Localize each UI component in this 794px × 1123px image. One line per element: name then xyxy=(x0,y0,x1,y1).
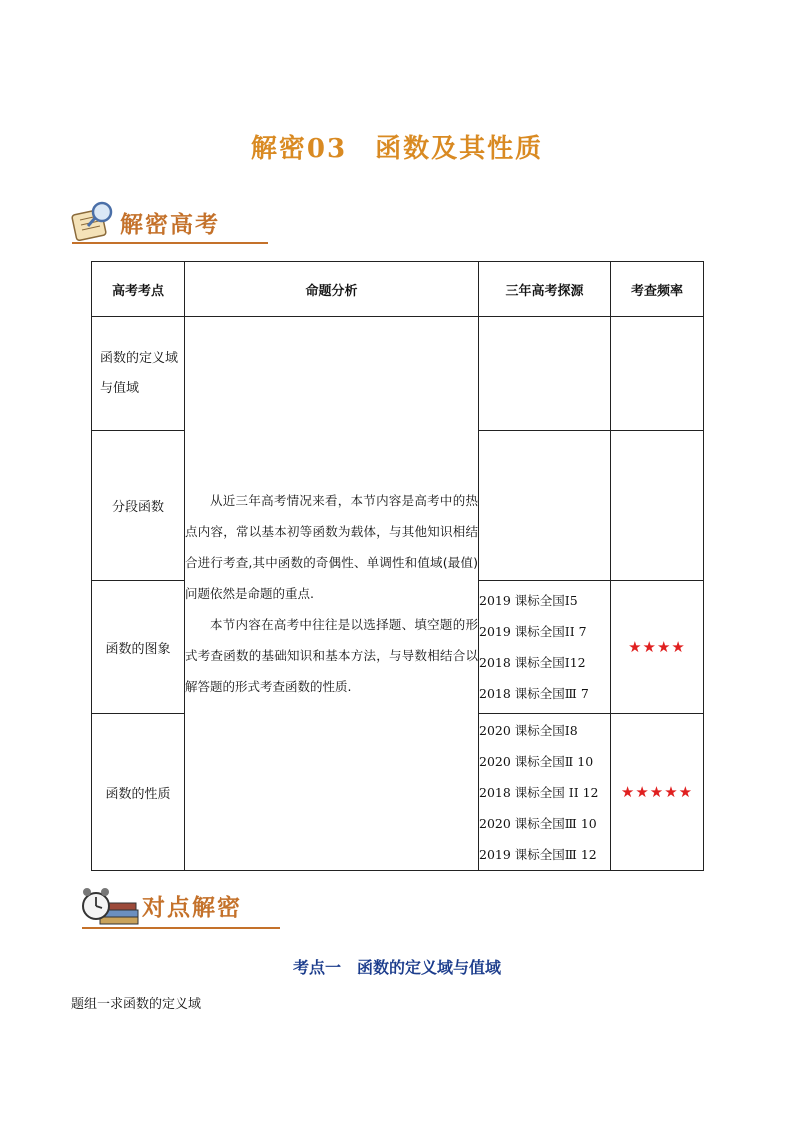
column-header: 三年高考探源 xyxy=(479,262,611,317)
section-label: 对点解密 xyxy=(142,893,242,921)
section-label: 解密高考 xyxy=(120,210,220,238)
alarm-clock-books-icon xyxy=(80,880,140,928)
sources-cell xyxy=(479,714,611,871)
topic-cell: 函数的定义域与值域 xyxy=(92,317,185,431)
source-item: 2018 课标全国Ⅰ12 xyxy=(479,655,586,670)
section-header-jiemi-gaokao xyxy=(68,198,278,246)
source-item: 2019 课标全国Ⅰ5 xyxy=(479,593,578,608)
topic-cell: 函数的图象 xyxy=(92,581,185,714)
frequency-stars: ★★★★ xyxy=(611,581,704,714)
section-header-duidian-jiemi xyxy=(80,880,280,930)
sources-cell xyxy=(479,581,611,714)
frequency-cell xyxy=(611,317,704,431)
exam-analysis-table xyxy=(91,261,704,871)
table-row xyxy=(92,317,704,431)
topic-subtitle: 考点一 函数的定义域与值域 xyxy=(292,958,501,977)
source-item: 2020 课标全国Ⅰ8 xyxy=(479,722,578,738)
frequency-stars: ★★★★★ xyxy=(611,714,704,871)
frequency-cell xyxy=(611,431,704,581)
column-header: 高考考点 xyxy=(92,262,185,317)
source-item: 2020 课标全国Ⅱ 10 xyxy=(479,753,594,769)
source-item: 2018 课标全国Ⅲ 7 xyxy=(479,686,589,701)
sources-cell xyxy=(479,431,611,581)
source-item: 2019 课标全国II 7 xyxy=(479,624,587,639)
topic-cell: 分段函数 xyxy=(92,431,185,581)
magnifier-notebook-icon xyxy=(68,198,120,244)
source-item: 2018 课标全国 II 12 xyxy=(479,784,599,800)
question-group-label: 题组一求函数的定义域 xyxy=(71,997,202,1012)
section-underline xyxy=(72,242,268,244)
source-item: 2019 课标全国Ⅲ 12 xyxy=(479,846,597,862)
table-header-row xyxy=(92,262,704,317)
source-item: 2020 课标全国Ⅲ 10 xyxy=(479,815,597,831)
section-underline xyxy=(82,927,280,929)
analysis-paragraph: 从近三年高考情况来看，本节内容是高考中的热点内容，常以基本初等函数为载体，与其他知识相结合进行考查,其中函数的奇偶性、单调性和值域(最值)问题依然是命题的重点. xyxy=(185,493,478,601)
page-title: 解密03 函数及其性质 xyxy=(250,134,544,164)
topic-cell: 函数的性质 xyxy=(92,714,185,871)
analysis-paragraph: 本节内容在高考中往往是以选择题、填空题的形式考查函数的基础知识和基本方法，与导数相结合以解答题的形式考查函数的性质. xyxy=(185,617,478,694)
analysis-cell xyxy=(185,317,479,871)
sources-cell xyxy=(479,317,611,431)
column-header: 考查频率 xyxy=(611,262,704,317)
column-header: 命题分析 xyxy=(185,262,479,317)
